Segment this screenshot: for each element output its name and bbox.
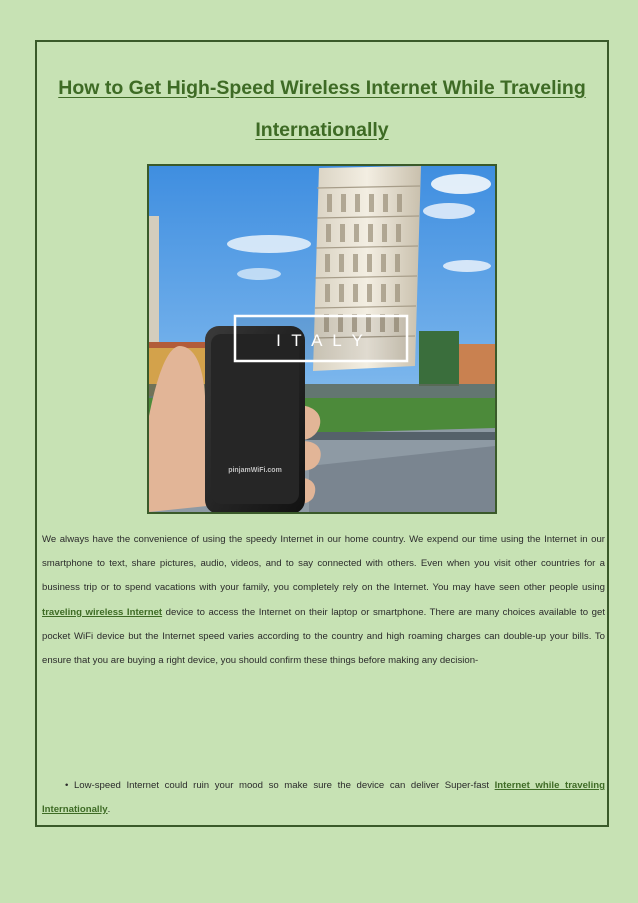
bullet-end: . — [107, 804, 111, 815]
internet-while-traveling-link[interactable]: Internet while traveling Internationally — [42, 780, 605, 815]
intro-paragraph — [42, 528, 605, 673]
device-brand-label: pinjamWiFi.com — [228, 467, 282, 474]
image-overlay-text: I T A L Y — [276, 331, 366, 350]
paragraph-text-2: device to access the Internet on their laptop or smartphone. There are many choices available to get pocket WiFi device but the Internet speed varies according to the country and high roaming charges can double-up your bills. To ensure that you are buying a right device, you should confirm these things before making any decision- — [42, 606, 605, 667]
page-frame — [35, 40, 609, 827]
bullet-item — [42, 774, 605, 822]
leaning-tower-photo — [147, 164, 497, 514]
traveling-wireless-internet-link[interactable]: traveling wireless Internet — [42, 606, 163, 618]
document-title: How to Get High-Speed Wireless Internet While Traveling Internationally — [58, 77, 586, 141]
paragraph-text-1: We always have the convenience of using the speedy Internet in our home country. We expend our time using the Internet in our smartphone to text, share pictures, audio, videos, and to say connected with others. Even when you visit other countries for a business trip or to spend vacations with your family, you completely rely on the Internet. You may have seen other people using — [42, 534, 605, 594]
bullet-marker: • — [65, 780, 69, 791]
bullet-text: Low-speed Internet could ruin your mood so make sure the device can deliver Super-fast — [73, 780, 495, 791]
